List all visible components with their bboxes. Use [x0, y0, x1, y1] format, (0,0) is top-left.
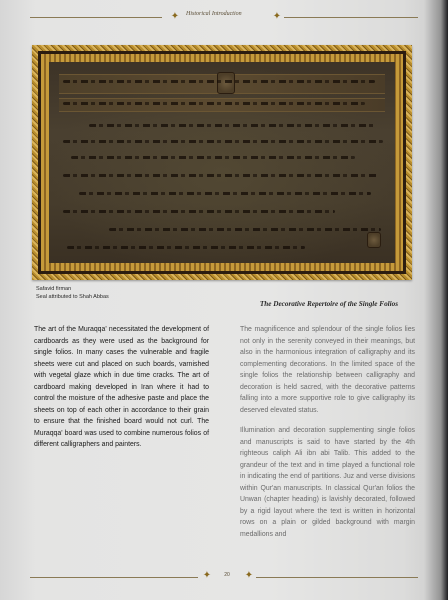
seal-stamp — [367, 232, 381, 248]
calligraphy-document — [49, 62, 395, 263]
header-rule-right — [284, 17, 418, 18]
star-ornament-icon: ✦ — [272, 11, 282, 22]
calligraphy-line — [79, 192, 371, 195]
footer-rule-left — [30, 577, 198, 578]
decorated-band — [59, 98, 385, 112]
figure-caption-line1: Safavid firman — [36, 286, 72, 292]
star-ornament-icon: ✦ — [202, 570, 212, 581]
frame-border — [38, 51, 406, 274]
star-ornament-icon: ✦ — [170, 11, 180, 22]
header-rule-left — [30, 17, 162, 18]
binding-shadow — [424, 0, 448, 600]
calligraphy-line — [67, 246, 305, 249]
left-column — [34, 324, 209, 460]
figure-caption-line2: Seal attributed to Shah Abbas — [36, 294, 109, 300]
running-header: Historical Introduction — [186, 11, 242, 17]
calligraphy-line — [89, 124, 377, 127]
seal-stamp — [217, 72, 235, 94]
calligraphy-line — [63, 102, 365, 105]
calligraphy-line — [63, 140, 383, 143]
body-paragraph: The magnificence and splendour of the single folios lies not only in the serenity conveyed in their meanings, but also in the harmonious integration of calligraphy and its complementing decorations. In the limited space of the single folios the relationship between calligraphy and decoration is held sacred, with the decorative patterns falling into a more supportive role to give calligraphy its deserved elevated status. — [240, 326, 415, 414]
right-column — [240, 324, 415, 549]
calligraphy-line — [63, 80, 375, 83]
body-paragraph: The art of the Muraqqa' necessitated the development of cardboards as they were used as the background for single folios. In many cases the vulnerable and fragile sheets were cut and placed on such boards, varnished with vegetal glaze which in due time cracks. The art of cardboard making developed in Iran where it had to control the moisture of the adhesive paste and place the sheets on top of each other in accordance to their grain to ensure that the finished board would not curl. The Muraqqa' board was used to combine numerous folios of different calligraphers and painters. — [34, 326, 209, 448]
star-ornament-icon: ✦ — [244, 570, 254, 581]
body-paragraph: Illumination and decoration supplementing single folios and manuscripts is said to have started by the 4th righteous caliph Ali ibn abi Talib. This added to the grandeur of the text and in time played a functional role in indicating the end of partitions. Juz and verse divisions within Qur'an manuscripts. In classical Qur'an folios the Unwan (chapter heading) is lavishly decorated, followed by a rigid layout where the text is written in horizontal rows on a plain or gilded background with margin medallions and — [240, 427, 415, 538]
frame-gold-border — [41, 54, 403, 271]
calligraphy-line — [63, 210, 335, 213]
calligraphy-line — [63, 174, 379, 177]
calligraphy-line — [71, 156, 355, 159]
firman-image — [32, 45, 412, 280]
footer-rule-right — [256, 577, 418, 578]
calligraphy-line — [109, 228, 381, 231]
page-number: 20 — [224, 572, 230, 578]
section-subheading: The Decorative Repertoire of the Single Folios — [259, 300, 399, 308]
